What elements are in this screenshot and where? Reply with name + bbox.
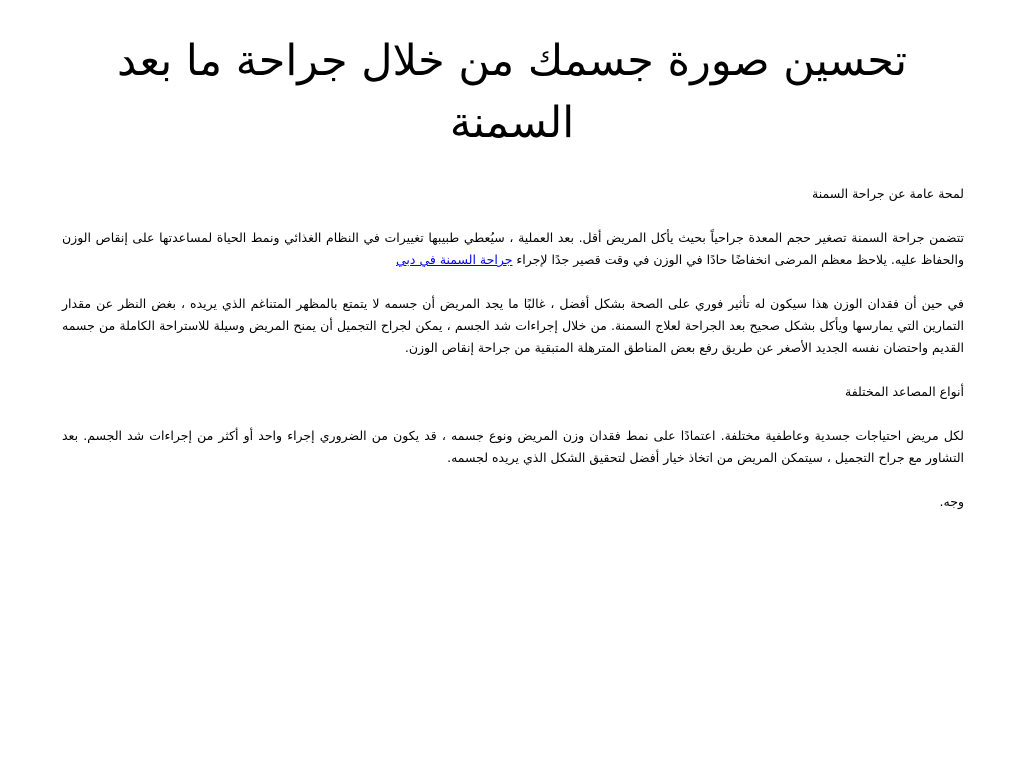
slide-body (62, 183, 964, 535)
paragraph-face: وجه. (939, 494, 964, 509)
paragraph-body-contouring: في حين أن فقدان الوزن هذا سيكون له تأثير فوري على الصحة بشكل أفضل ، غالبًا ما يجد المريض أن جسمه لا يتمتع بالمظهر المتناغم الذي يريده ، بغض النظر عن مقدار التمارين التي يمارسها ويأكل بشكل صحيح بعد الجراحة لعلاج السمنة. من خلال إجراءات شد الجسم ، يمكن لجراح التجميل أن يمنح المريض وسيلة للاستراحة الكاملة من جسمه القديم واحتضان نفسه الجديد الأصغر عن طريق رفع بعض المناطق المترهلة المتبقية من جراحة إنقاص الوزن. (62, 296, 964, 355)
section-heading-overview: لمحة عامة عن جراحة السمنة (812, 186, 964, 201)
paragraph-bariatric-intro (62, 227, 964, 271)
bariatric-surgery-dubai-link[interactable]: جراحة السمنة في دبي (396, 252, 513, 267)
paragraph-bariatric-intro-text: تتضمن جراحة السمنة تصغير حجم المعدة جراحياً بحيث يأكل المريض أقل. بعد العملية ، سيُعطي طبيبها تغييرات في النظام الغذائي ونمط الحياة لمساعدتها على إنقاص الوزن والحفاظ عليه. يلاحظ معظم المرضى انخفاضًا حادًا في الوزن في وقت قصير جدًا لإجراء (62, 230, 964, 267)
section-heading-lift-types: أنواع المصاعد المختلفة (845, 384, 964, 399)
slide-title: تحسين صورة جسمك من خلال جراحة ما بعد السمنة (116, 36, 908, 148)
paragraph-patient-needs: لكل مريض احتياجات جسدية وعاطفية مختلفة. اعتمادًا على نمط فقدان وزن المريض ونوع جسمه ، قد يكون من الضروري إجراء واحد أو أكثر من إجراءات شد الجسم. بعد التشاور مع جراح التجميل ، سيتمكن المريض من اتخاذ خيار أفضل لتحقيق الشكل الذي يريده لجسمه. (62, 428, 964, 465)
